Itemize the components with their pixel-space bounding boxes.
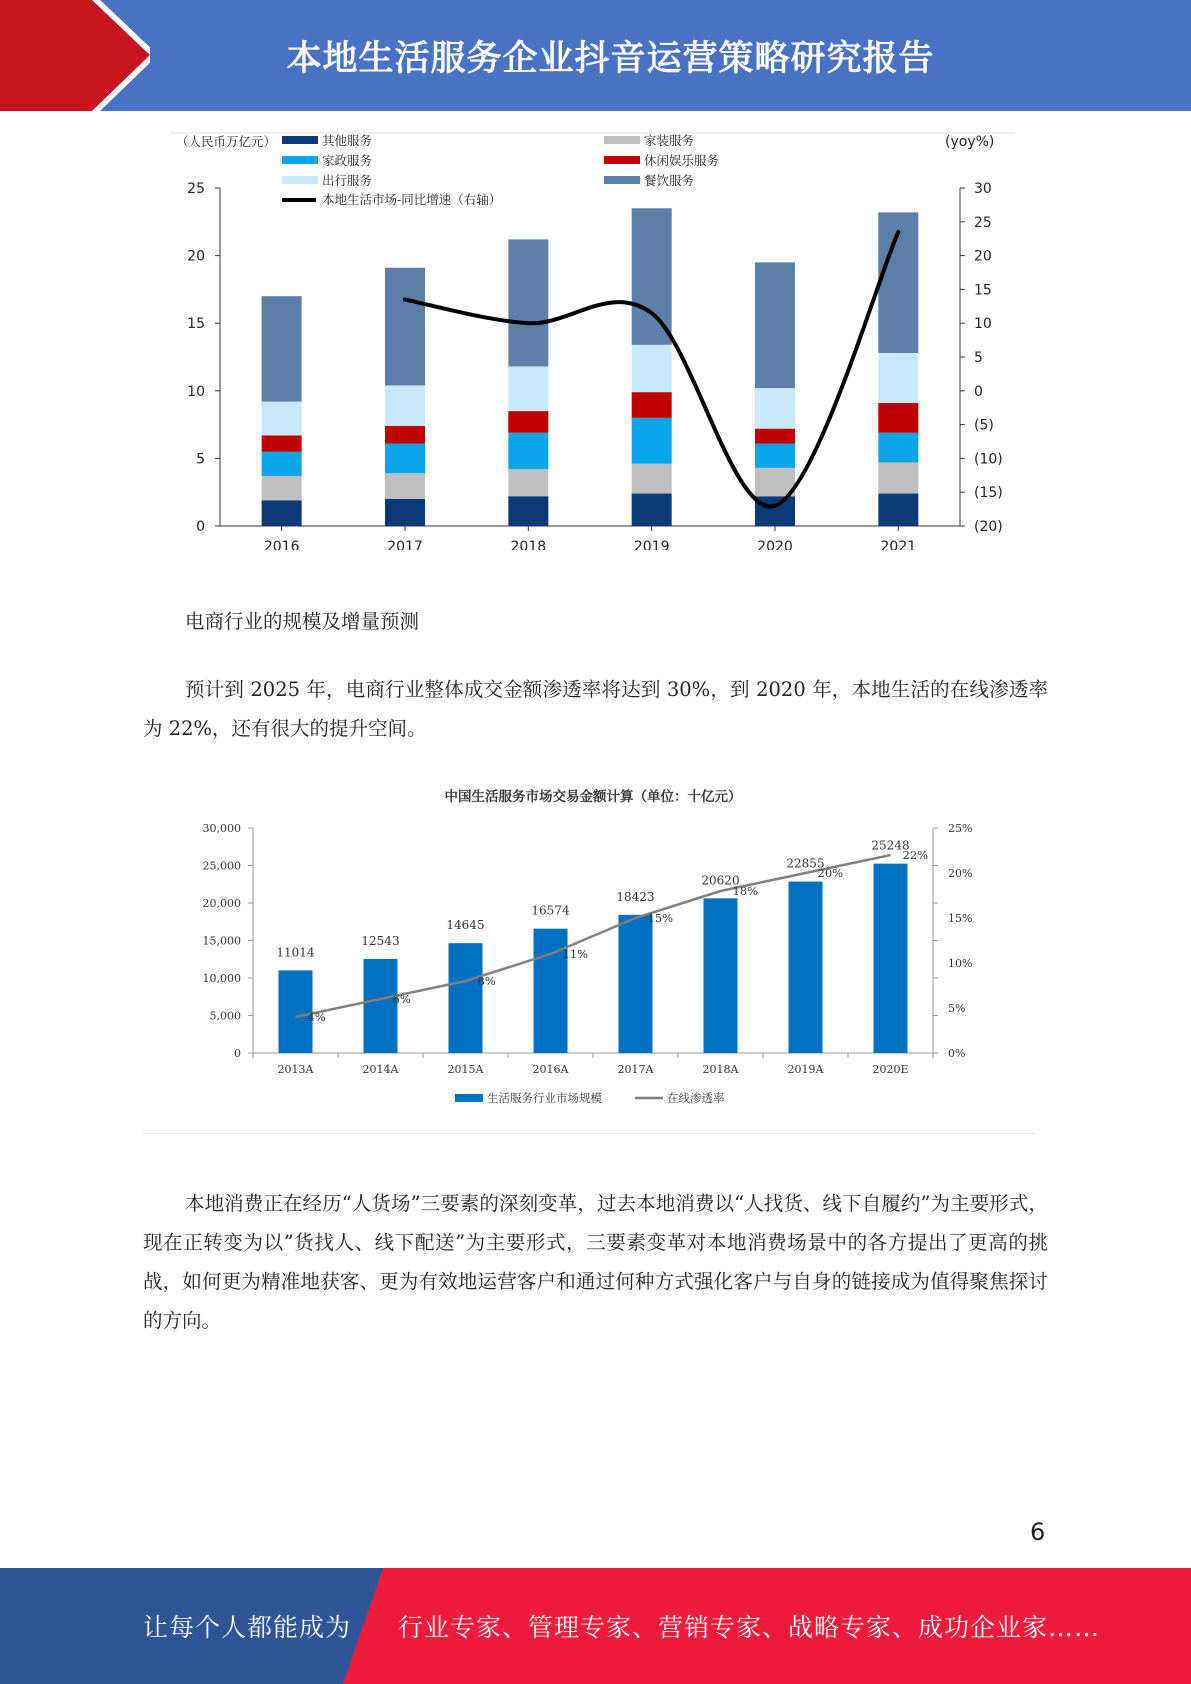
y2-tick-label: 30 (974, 181, 992, 197)
y-tick-label: 5 (196, 451, 205, 468)
y-tick-label: 5,000 (209, 1009, 241, 1023)
x-tick-label: 2020 (757, 539, 793, 550)
x-tick-label: 2016A (532, 1063, 569, 1076)
bar-segment (755, 388, 795, 429)
y-tick-label: 0 (234, 1047, 241, 1060)
legend-swatch (604, 156, 640, 164)
right-unit-label: (yoy%) (945, 134, 995, 150)
legend-label: 家政服务 (322, 153, 373, 168)
bar-segment (755, 496, 795, 526)
bar-value-label: 22855 (786, 856, 825, 871)
line-value-label: 4% (307, 1010, 326, 1024)
y-tick-label: 15 (187, 316, 205, 333)
line-value-label: 22% (902, 848, 929, 862)
bar-segment (385, 426, 425, 444)
paragraph-local-consumption: 本地消费正在经历“人货场”三要素的深刻变革，过去本地消费以“人找货、线下自履约”为主要形式，现在正转变为以”货找人、线下配送”为主要形式，三要素变革对本地消费场景中的各方提出了更高的挑战，如何更为精准地获客、更为有效地运营客户和通过何种方式强化客户与自身的链接成为值得聚焦探讨的方向。 (143, 1192, 1048, 1332)
y2-tick-label: 25 (974, 214, 992, 231)
paragraph-ecommerce-forecast: 预计到 2025 年，电商行业整体成交金额渗透率将达到 30%，到 2020 年，本地生活的在线渗透率为 22%，还有很大的提升空间。 (143, 678, 1048, 740)
y2-tick-label: 0 (974, 383, 983, 400)
bar-segment (878, 462, 918, 493)
bar-segment (508, 469, 548, 496)
y-tick-label: 20,000 (202, 897, 241, 910)
x-tick-label: 2021 (880, 539, 917, 550)
y2-tick-label: 20 (974, 248, 992, 265)
x-tick-label: 2017A (617, 1063, 654, 1076)
x-tick-label: 2018A (702, 1063, 739, 1076)
legend-label: 出行服务 (322, 173, 373, 188)
page-title: 本地生活服务企业抖音运营策略研究报告 (286, 38, 935, 79)
x-tick-label: 2013A (277, 1063, 314, 1076)
x-tick-label: 2019 (633, 539, 670, 550)
bar-segment (508, 239, 548, 366)
bar-value-label: 11014 (276, 945, 315, 960)
bar (789, 882, 823, 1053)
x-tick-label: 2020E (872, 1063, 909, 1076)
bar (874, 864, 908, 1053)
bar-segment (632, 345, 672, 392)
y2-tick-label: (10) (974, 451, 1003, 468)
legend-label: 休闲娱乐服务 (644, 153, 720, 168)
y-tick-label: 10,000 (202, 972, 241, 985)
x-tick-label: 2018 (510, 539, 547, 550)
y2-tick-label: 20% (948, 867, 973, 880)
y2-tick-label: (15) (974, 485, 1003, 502)
bar-value-label: 18423 (616, 889, 655, 904)
bar-segment (262, 476, 302, 500)
y2-tick-label: 5% (948, 1002, 966, 1015)
y-tick-label: 15,000 (202, 934, 241, 948)
x-tick-label: 2017 (387, 539, 423, 550)
local-life-market-chart (170, 130, 1020, 550)
bar-segment (262, 296, 302, 401)
bar-segment (755, 444, 795, 468)
bar-segment (508, 433, 548, 470)
bar-segment (632, 494, 672, 526)
divider (143, 1133, 1035, 1134)
bar-segment (755, 429, 795, 444)
line-value-label: 8% (477, 974, 496, 988)
chart-title: 中国生活服务市场交易金额计算（单位：十亿元） (444, 789, 742, 805)
bar-segment (632, 418, 672, 464)
bar-segment (385, 444, 425, 474)
bar-segment (508, 411, 548, 433)
y-tick-label: 0 (196, 519, 205, 535)
y-tick-label: 10 (187, 383, 205, 400)
bar-segment (508, 366, 548, 411)
line-value-label: 6% (392, 992, 411, 1006)
footer-slogan-right: 行业专家、管理专家、营销专家、战略专家、成功企业家…… (398, 1613, 1101, 1642)
line-value-label: 15% (647, 911, 674, 925)
legend-swatch (282, 176, 318, 184)
line-value-label: 11% (562, 947, 589, 961)
legend-label: 本地生活市场-同比增速（右轴） (322, 192, 502, 207)
bar-segment (262, 452, 302, 476)
legend-label: 其他服务 (322, 133, 373, 148)
bar (704, 898, 738, 1053)
line-value-label: 20% (817, 866, 844, 880)
y2-tick-label: (20) (974, 519, 1003, 535)
y-tick-label: 20 (187, 248, 205, 265)
legend-swatch (604, 176, 640, 184)
y2-tick-label: 15% (948, 912, 973, 925)
bar-segment (632, 392, 672, 418)
line-value-label: 18% (732, 884, 759, 898)
y-tick-label: 25 (187, 181, 205, 197)
bar-segment (385, 385, 425, 426)
legend-swatch (604, 136, 640, 144)
footer-slogan-left: 让每个人都能成为 (143, 1613, 352, 1642)
bar-segment (385, 499, 425, 526)
legend-swatch (455, 1094, 483, 1102)
bar-value-label: 12543 (361, 933, 400, 948)
bar-value-label: 20620 (701, 873, 740, 888)
y2-tick-label: 10% (948, 957, 973, 970)
section-heading: 电商行业的规模及增量预测 (185, 610, 420, 633)
bar-segment (878, 494, 918, 526)
y2-tick-label: 15 (974, 282, 992, 299)
bar-segment (755, 262, 795, 388)
bar (449, 943, 483, 1053)
legend-swatch (282, 156, 318, 164)
bar-segment (878, 403, 918, 433)
y2-tick-label: 0% (948, 1047, 966, 1060)
y2-tick-label: 10 (974, 316, 992, 333)
bar-segment (385, 473, 425, 499)
left-unit-label: （人民币万亿元） (176, 134, 277, 149)
bar-segment (878, 353, 918, 403)
bar-segment (508, 496, 548, 526)
x-tick-label: 2014A (362, 1063, 399, 1076)
legend-label: 餐饮服务 (644, 173, 695, 188)
legend-label: 在线渗透率 (667, 1091, 725, 1105)
bar-segment (262, 402, 302, 436)
life-service-transaction-chart (140, 780, 1040, 1120)
bar-segment (632, 464, 672, 494)
bar-segment (262, 435, 302, 451)
y-tick-label: 25,000 (202, 859, 241, 873)
y2-tick-label: 25% (948, 822, 973, 835)
y2-tick-label: (5) (974, 417, 994, 434)
bar-segment (878, 433, 918, 463)
legend-swatch (282, 136, 318, 144)
legend-label: 生活服务行业市场规模 (487, 1091, 602, 1105)
bar-value-label: 25248 (871, 838, 910, 853)
bar-segment (632, 208, 672, 345)
bar-value-label: 16574 (531, 903, 570, 918)
page-number: 6 (1030, 1518, 1046, 1546)
legend-label: 家装服务 (644, 133, 695, 148)
bar-value-label: 14645 (446, 918, 485, 933)
bar-segment (262, 500, 302, 526)
bar (619, 915, 653, 1053)
x-tick-label: 2015A (447, 1063, 484, 1076)
x-tick-label: 2016 (263, 539, 300, 550)
y-tick-label: 30,000 (202, 822, 241, 835)
bar-segment (385, 268, 425, 386)
x-tick-label: 2019A (787, 1063, 824, 1076)
y2-tick-label: 5 (974, 350, 983, 366)
